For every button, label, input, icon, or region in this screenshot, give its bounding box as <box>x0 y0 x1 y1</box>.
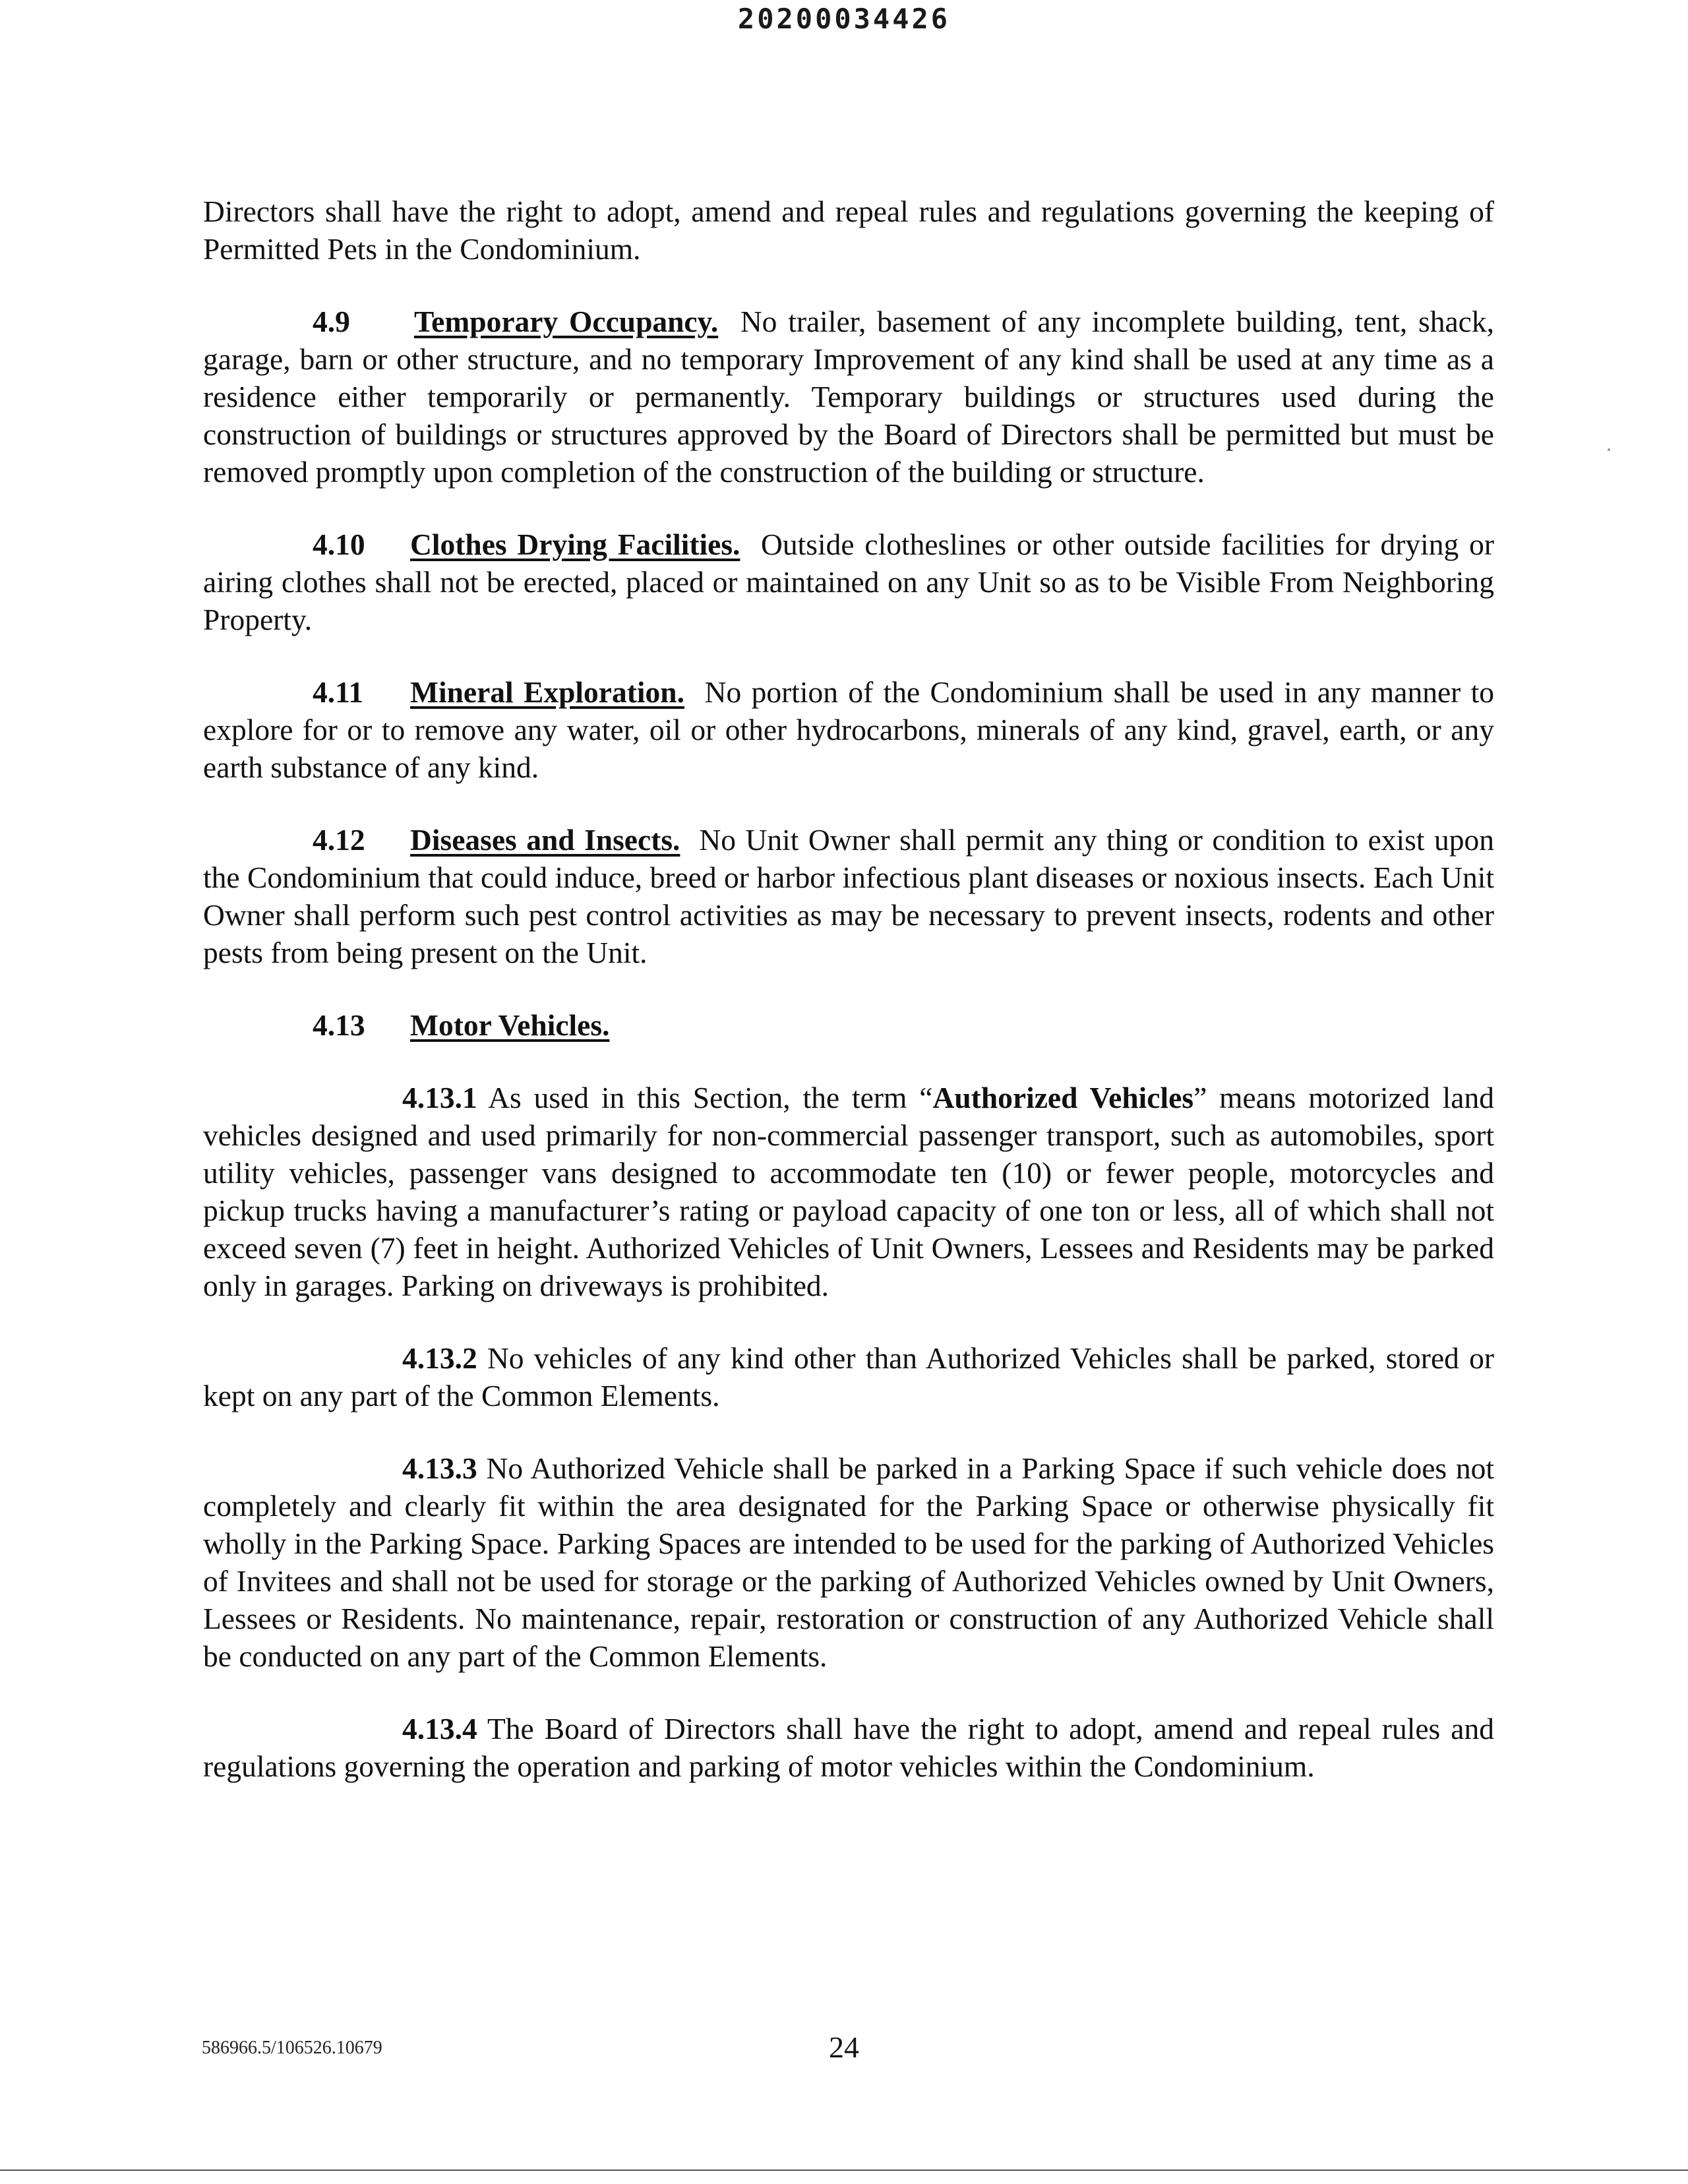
subsection-number: 4.13.4 <box>402 1712 477 1745</box>
section-text: Outside clotheslines or other outside facilities for drying or airing clothes shall not be erected, placed or maintained on any Unit so as to be Visible From Neighboring Property. <box>203 528 1494 636</box>
continued-paragraph: Directors shall have the right to adopt, amend and repeal rules and regulations governing the keeping of Permitted Pets in the Condominium. <box>203 195 1494 266</box>
subsection-number: 4.13.3 <box>402 1451 477 1485</box>
scan-speck <box>1608 448 1610 451</box>
subsection-text: The Board of Directors shall have the right to adopt, amend and repeal rules and regulations governing the operation and parking of motor vehicles within the Condominium. <box>203 1712 1494 1783</box>
defined-term: Authorized Vehicles <box>932 1081 1194 1114</box>
section-heading: Clothes Drying Facilities. <box>410 528 740 561</box>
section-heading: Motor Vehicles. <box>410 1008 610 1042</box>
section-4-13 <box>203 1006 1494 1044</box>
section-4-12 <box>203 821 1494 971</box>
document-body <box>203 193 1494 1820</box>
section-number: 4.13 <box>313 1008 365 1042</box>
section-number: 4.10 <box>313 528 365 561</box>
subsection-text: No vehicles of any kind other than Authorized Vehicles shall be parked, stored or kept on any part of the Common Elements. <box>203 1341 1494 1412</box>
footer-page-number: 24 <box>829 2030 859 2064</box>
section-4-10 <box>203 526 1494 638</box>
section-number: 4.12 <box>313 823 365 857</box>
footer-document-id: 586966.5/106526.10679 <box>202 2038 382 2058</box>
section-heading: Mineral Exploration. <box>410 675 684 709</box>
subsection-text-after: ” means motorized land vehicles designed and used primarily for non-commercial passenger transport, such as automobiles, sport utility vehicles, passenger vans designed to accommodate ten (10) or fewer people, motorcycles and pickup trucks having a manufacturer’s rating or payload capacity of one ton or less, all of which shall not exceed seven (7) feet in height. Authorized Vehicles of Unit Owners, Lessees and Residents may be parked only in garages. Parking on driveways is prohibited. <box>203 1081 1494 1302</box>
subsection-4-13-1 <box>203 1079 1494 1304</box>
section-4-11 <box>203 673 1494 786</box>
section-heading: Temporary Occupancy. <box>414 305 719 338</box>
subsection-text: No Authorized Vehicle shall be parked in a Parking Space if such vehicle does not completely and clearly fit within the area designated for the Parking Space or otherwise physically fit wholly in the Parking Space. Parking Spaces are intended to be used for the parking of Authorized Vehicles of Invitees and shall not be used for storage or the parking of Authorized Vehicles owned by Unit Owners, Lessees or Residents. No maintenance, repair, restoration or construction of any Authorized Vehicle shall be conducted on any part of the Common Elements. <box>203 1451 1494 1673</box>
subsection-4-13-3 <box>203 1449 1494 1675</box>
section-number: 4.11 <box>313 675 364 709</box>
subsection-4-13-4 <box>203 1710 1494 1785</box>
subsection-4-13-2 <box>203 1339 1494 1414</box>
subsection-number: 4.13.1 <box>402 1081 477 1114</box>
scan-bottom-rule <box>0 2169 1688 2171</box>
section-heading: Diseases and Insects. <box>410 823 680 857</box>
section-text: No Unit Owner shall permit any thing or condition to exist upon the Condominium that could induce, breed or harbor infectious plant diseases or noxious insects. Each Unit Owner shall perform such pest control activities as may be necessary to prevent insects, rodents and other pests from being present on the Unit. <box>203 823 1494 969</box>
recording-number: 20200034426 <box>737 3 951 35</box>
section-4-9 <box>203 303 1494 491</box>
section-text: No trailer, basement of any incomplete building, tent, shack, garage, barn or other structure, and no temporary Improvement of any kind shall be used at any time as a residence either temporarily or permanently. Temporary buildings or structures used during the construction of buildings or structures approved by the Board of Directors shall be permitted but must be removed promptly upon completion of the construction of the building or structure. <box>203 305 1494 489</box>
subsection-number: 4.13.2 <box>402 1341 477 1375</box>
subsection-text-before: As used in this Section, the term “ <box>488 1081 933 1114</box>
section-text: No portion of the Condominium shall be used in any manner to explore for or to remove any water, oil or other hydrocarbons, minerals of any kind, gravel, earth, or any earth substance of any kind. <box>203 675 1495 784</box>
section-number: 4.9 <box>313 305 350 338</box>
